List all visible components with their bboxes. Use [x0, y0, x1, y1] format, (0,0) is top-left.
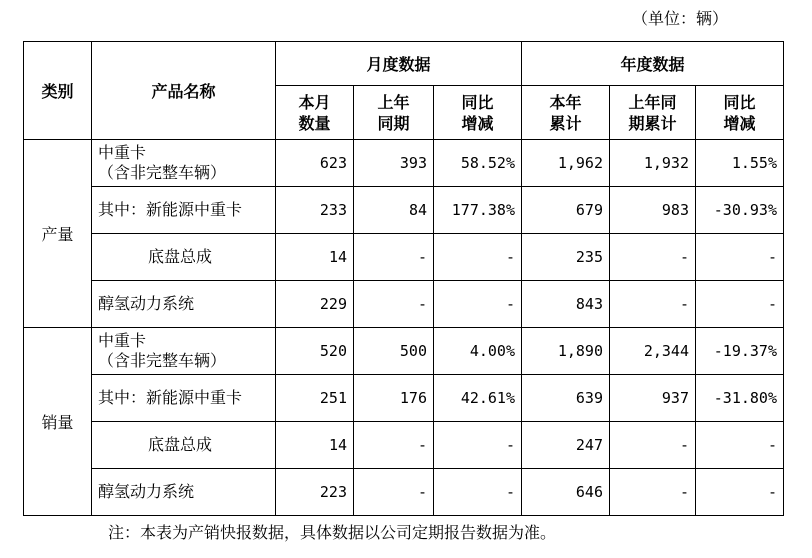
value-cell: -: [610, 281, 696, 328]
value-cell: 84: [354, 187, 434, 234]
value-cell: -30.93%: [696, 187, 784, 234]
value-cell: 14: [276, 422, 354, 469]
value-cell: -: [610, 422, 696, 469]
product-name-cell: [92, 281, 276, 328]
value-cell: 58.52%: [434, 140, 522, 187]
value-cell: 639: [522, 375, 610, 422]
header-monthly: 月度数据: [276, 42, 522, 86]
product-name-line: 底盘总成: [148, 435, 213, 454]
value-cell: -: [696, 469, 784, 516]
value-cell: -: [610, 469, 696, 516]
value-cell: -: [696, 234, 784, 281]
value-cell: -: [434, 281, 522, 328]
value-cell: 177.38%: [434, 187, 522, 234]
product-name-line: （含非完整车辆）: [98, 163, 227, 182]
value-cell: 500: [354, 328, 434, 375]
product-name-cell: [92, 422, 276, 469]
product-name-cell: [92, 469, 276, 516]
product-name-line: 醇氢动力系统: [98, 482, 195, 501]
value-cell: -: [354, 234, 434, 281]
header-product: 产品名称: [92, 42, 276, 140]
table-row: [24, 187, 784, 234]
value-cell: -: [354, 422, 434, 469]
subheader-1: [354, 86, 434, 140]
value-cell: 233: [276, 187, 354, 234]
subheader-line: 本年: [549, 92, 582, 112]
value-cell: -: [610, 234, 696, 281]
subheader-line: 增减: [723, 113, 756, 133]
value-cell: -31.80%: [696, 375, 784, 422]
value-cell: 176: [354, 375, 434, 422]
value-cell: 1,932: [610, 140, 696, 187]
subheader-line: 累计: [549, 113, 582, 133]
value-cell: 251: [276, 375, 354, 422]
subheader-line: 上年同: [628, 92, 677, 112]
table-row: [24, 328, 784, 375]
product-name-cell: [92, 234, 276, 281]
value-cell: 1.55%: [696, 140, 784, 187]
subheader-0: [276, 86, 354, 140]
value-cell: 520: [276, 328, 354, 375]
value-cell: 4.00%: [434, 328, 522, 375]
subheader-line: 增减: [461, 113, 494, 133]
header-category: 类别: [24, 42, 92, 140]
value-cell: -: [434, 234, 522, 281]
value-cell: -: [354, 281, 434, 328]
product-name-line: 中重卡: [98, 143, 147, 162]
value-cell: 1,962: [522, 140, 610, 187]
value-cell: 14: [276, 234, 354, 281]
category-cell: 产量: [24, 140, 92, 328]
value-cell: 1,890: [522, 328, 610, 375]
table-row: [24, 140, 784, 187]
subheader-line: 数量: [298, 113, 331, 133]
value-cell: 937: [610, 375, 696, 422]
value-cell: 229: [276, 281, 354, 328]
table-row: [24, 234, 784, 281]
subheader-line: 本月: [298, 92, 331, 112]
subheader-4: [610, 86, 696, 140]
value-cell: -: [354, 469, 434, 516]
subheader-3: [522, 86, 610, 140]
unit-label: （单位：辆）: [631, 9, 728, 28]
product-name-line: 其中：新能源中重卡: [98, 388, 243, 407]
value-cell: -: [434, 469, 522, 516]
subheader-line: 期累计: [628, 113, 677, 133]
value-cell: 623: [276, 140, 354, 187]
value-cell: -: [696, 422, 784, 469]
value-cell: 679: [522, 187, 610, 234]
value-cell: 235: [522, 234, 610, 281]
subheader-5: [696, 86, 784, 140]
value-cell: 393: [354, 140, 434, 187]
header-yearly: 年度数据: [522, 42, 784, 86]
value-cell: 42.61%: [434, 375, 522, 422]
value-cell: -: [696, 281, 784, 328]
table-body: [24, 140, 784, 516]
table-row: [24, 375, 784, 422]
value-cell: -: [434, 422, 522, 469]
table-row: [24, 469, 784, 516]
product-name-cell: [92, 375, 276, 422]
production-sales-table: [23, 41, 784, 516]
value-cell: 247: [522, 422, 610, 469]
table-row: [24, 422, 784, 469]
product-name-line: 中重卡: [98, 331, 147, 350]
table-row: [24, 281, 784, 328]
product-name-cell: [92, 328, 276, 375]
value-cell: 2,344: [610, 328, 696, 375]
product-name-cell: [92, 140, 276, 187]
product-name-line: 其中：新能源中重卡: [98, 200, 243, 219]
subheader-line: 上年: [377, 92, 410, 112]
category-cell: 销量: [24, 328, 92, 516]
subheader-line: 同比: [723, 92, 756, 112]
product-name-line: 醇氢动力系统: [98, 294, 195, 313]
value-cell: 223: [276, 469, 354, 516]
value-cell: -19.37%: [696, 328, 784, 375]
subheader-2: [434, 86, 522, 140]
subheader-line: 同比: [461, 92, 494, 112]
value-cell: 843: [522, 281, 610, 328]
product-name-line: （含非完整车辆）: [98, 351, 227, 370]
value-cell: 646: [522, 469, 610, 516]
value-cell: 983: [610, 187, 696, 234]
header-row-1: [24, 42, 784, 86]
product-name-cell: [92, 187, 276, 234]
subheader-line: 同期: [377, 113, 410, 133]
footnote: 注：本表为产销快报数据，具体数据以公司定期报告数据为准。: [108, 523, 557, 542]
product-name-line: 底盘总成: [148, 247, 213, 266]
